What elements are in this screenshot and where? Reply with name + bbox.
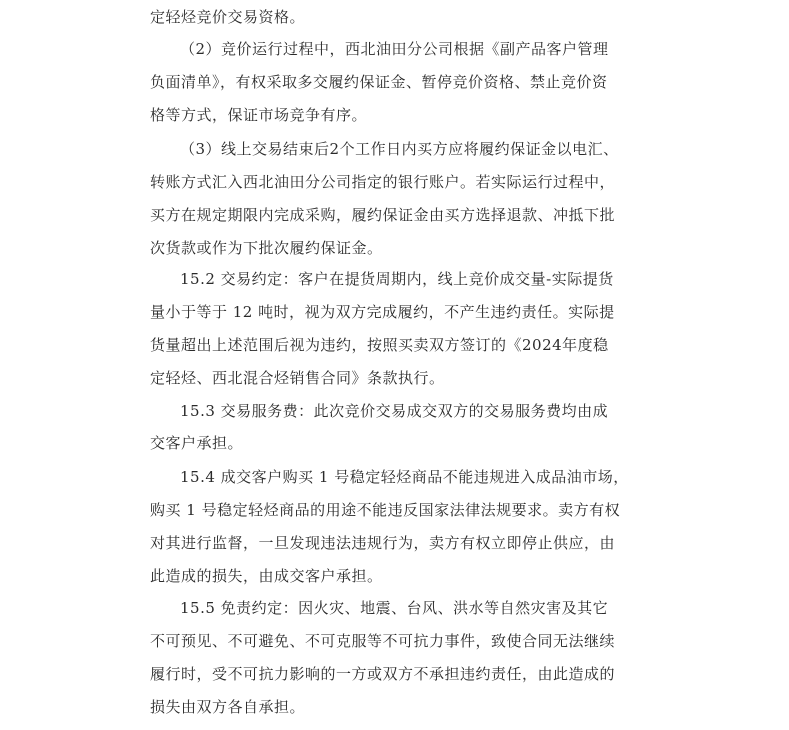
text-line: 此造成的损失，由成交客户承担。 xyxy=(150,567,383,585)
text-line: 对其进行监督，一旦发现违法违规行为，卖方有权立即停止供应，由 xyxy=(150,534,616,552)
text-line: 负面清单》，有权采取多交履约保证金、暂停竞价资格、禁止竞价资 xyxy=(150,73,608,91)
paragraph-line: 15.3 交易服务费：此次竞价交易成交双方的交易服务费均由成 xyxy=(180,402,609,420)
paragraph-line: 15.2 交易约定：客户在提货周期内，线上竞价成交量-实际提货 xyxy=(180,270,614,288)
text-line: 货量超出上述范围后视为违约，按照买卖双方签订的《2024年度稳 xyxy=(150,336,609,354)
text-line: 交客户承担。 xyxy=(150,434,244,452)
document-page xyxy=(150,0,630,730)
paragraph-line: 15.4 成交客户购买 1 号稳定轻烃商品不能违规进入成品油市场， xyxy=(180,468,629,486)
text-line: 量小于等于 12 吨时，视为双方完成履约，不产生违约责任。实际提 xyxy=(150,303,615,321)
paragraph-line: （3）线上交易结束后2个工作日内买方应将履约保证金以电汇、 xyxy=(180,140,619,158)
text-line: 履行时，受不可抗力影响的一方或双方不承担违约责任，由此造成的 xyxy=(150,665,616,683)
text-line: 次货款或作为下批次履约保证金。 xyxy=(150,239,383,257)
text-line: 购买 1 号稳定轻烃商品的用途不能违反国家法律法规要求。卖方有权 xyxy=(150,501,621,519)
paragraph-line: 15.5 免责约定：因火灾、地震、台风、洪水等自然灾害及其它 xyxy=(180,599,609,617)
text-line: 格等方式，保证市场竞争有序。 xyxy=(150,106,368,124)
text-line: 定轻烃、西北混合烃销售合同》条款执行。 xyxy=(150,369,445,387)
text-line: 转账方式汇入西北油田分公司指定的银行账户。若实际运行过程中， xyxy=(150,173,616,191)
text-line: 损失由双方各自承担。 xyxy=(150,698,306,716)
text-line: 不可预见、不可避免、不可克服等不可抗力事件，致使合同无法继续 xyxy=(150,632,616,650)
paragraph-line: （2）竞价运行过程中，西北油田分公司根据《副产品客户管理 xyxy=(180,40,609,58)
text-line: 买方在规定期限内完成采购，履约保证金由买方选择退款、冲抵下批 xyxy=(150,206,616,224)
text-line: 定轻烃竞价交易资格。 xyxy=(150,8,306,26)
